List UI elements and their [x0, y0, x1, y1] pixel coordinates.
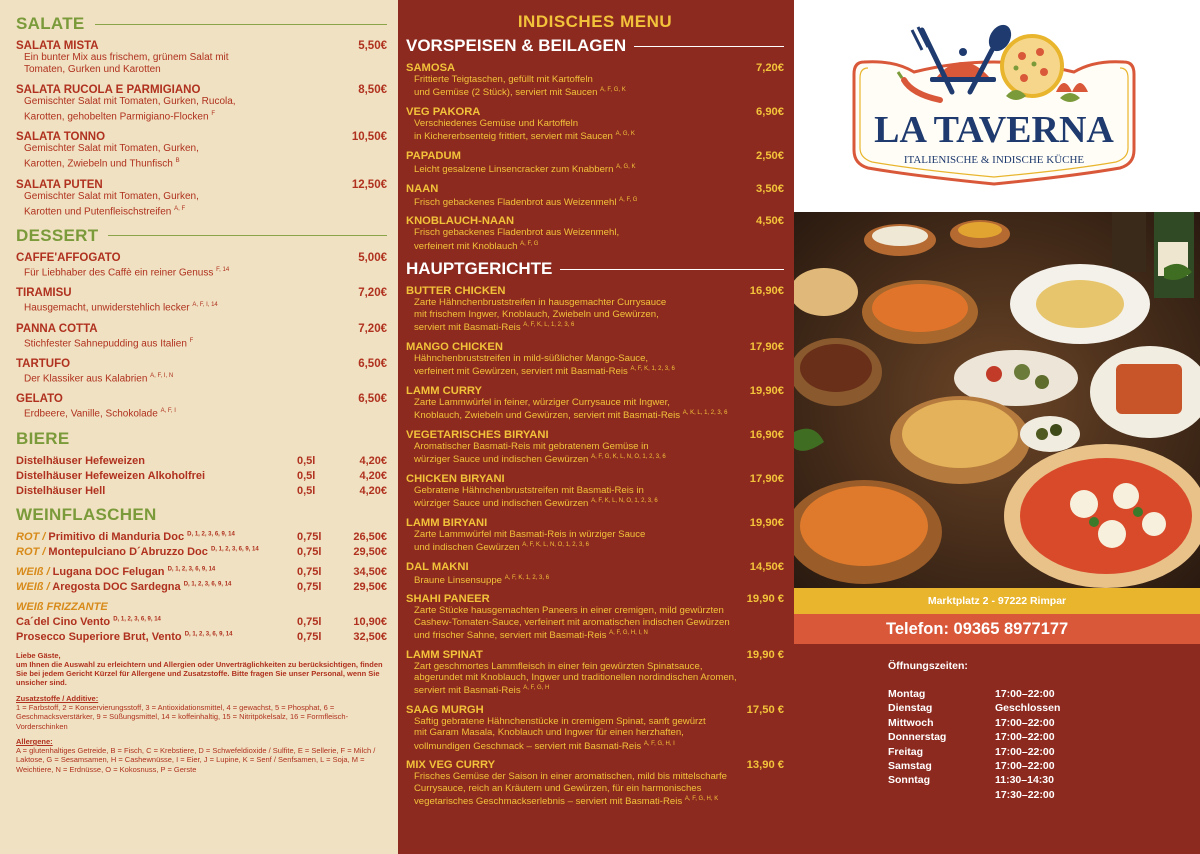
allergen-codes: D, 1, 2, 3, 6, 9, 14 [184, 630, 233, 637]
wine-volume: 0,75l [297, 530, 322, 543]
phone-bar: Telefon: 09365 8977177 [794, 614, 1200, 644]
wine-label: Primitivo di Manduria Doc [48, 530, 185, 543]
beer-row [16, 455, 387, 467]
menu-item-header [16, 323, 387, 335]
menu-item-price: 3,50€ [756, 182, 784, 195]
wine-type: WEIß / [16, 565, 50, 578]
wine-row [16, 531, 387, 543]
hours-row [888, 774, 1060, 788]
allergen-codes: A, F [174, 205, 186, 212]
hours-time: 17:00–22:00 [995, 688, 1055, 700]
salate-list [16, 40, 387, 218]
menu-item-header [406, 517, 784, 529]
wine-row [16, 581, 387, 593]
menu-item-price: 17,50 € [746, 704, 784, 716]
menu-item-name: GELATO [16, 393, 63, 406]
menu-item-description: Der Klassiker aus Kalabrien $^{A, F, I, N}$ [24, 372, 174, 385]
beer-price: 4,20€ [359, 484, 387, 497]
hours-time: 17:00–22:00 [995, 716, 1055, 729]
menu-item-name: SHAHI PANEER [406, 593, 490, 606]
menu-item-price: 19,90€ [749, 384, 784, 397]
beer-volume: 0,5l [297, 469, 316, 482]
allergen-codes: A, F, I, N [150, 372, 174, 379]
menu-item-description: serviert mit Basmati-Reis $^{A, F, K, L, 1, 2, 3, 6}$ [414, 322, 575, 334]
menu-item-description: mit Garam Masala, Knoblauch und Ingwer für einen herzhaften, [414, 727, 684, 739]
menu-item-description: Karotten, gehobelten Parmigiano-Flocken $^F$ [24, 111, 216, 123]
menu-item-price: 17,90€ [749, 340, 784, 353]
additives-text: 1 = Farbstoff, 2 = Konservierungsstoff, 3 = Antioxidationsmittel, 4 = gewachst, 5 = Phosphat, 6 = Geschmacksverstärker, 9 = Süßungsmittel, 14 = koffeinhaltig, 15 = Nitritpökelsalz, 16 = Formfleisch-Vorderschinken [16, 702, 349, 731]
wine-type: WEIß / [16, 580, 50, 593]
address-bar: Marktplatz 2 - 97222 Rimpar [794, 588, 1200, 614]
allergen-codes: F [189, 337, 194, 344]
wine-price: 29,50€ [353, 580, 387, 593]
allergen-codes: D, 1, 2, 3, 6, 9, 14 [183, 580, 232, 587]
beer-price: 4,20€ [359, 454, 387, 467]
menu-item-description: Cashew-Tomaten-Sauce, verfeinert mit aromatischen indischen Gewürzen [414, 616, 730, 628]
menu-item [406, 649, 784, 697]
menu-item-name: SALATA PUTEN [16, 178, 103, 191]
wine-label: Montepulciano D´Abruzzo Doc [48, 545, 208, 558]
menu-item-description: vegetarisches Geschmackserlebnis – serviert mit Basmati-Reis $^{A, F, G, H, K}$ [414, 796, 719, 808]
menu-item-header [406, 593, 784, 605]
hours-day: Montag [888, 688, 926, 700]
wine-price: 26,50€ [353, 530, 387, 543]
wine-name [16, 581, 297, 593]
wine-label: Lugana DOC Felugan [52, 565, 165, 578]
menu-item-description: Karotten, Zwiebeln und Thunfisch $^B$ [24, 158, 180, 170]
menu-item-description: Zarte Lammwürfel mit Basmati-Reis in würziger Sauce [414, 528, 646, 540]
menu-item-price: 7,20€ [358, 287, 387, 300]
hours-day: Donnerstag [888, 731, 947, 744]
allergen-codes: A, F, I, 14 [192, 302, 218, 309]
hours-time: 17:00–22:00 [995, 759, 1055, 772]
hours-time: 17:00–22:00 [995, 731, 1055, 744]
brand-name: LA TAVERNA [874, 109, 1114, 151]
beer-name: Distelhäuser Hefeweizen [16, 454, 145, 467]
additives-title: Zusatzstoffe / Additive: [16, 693, 99, 703]
menu-item-price: 13,90 € [746, 759, 784, 772]
menu-item-header [406, 285, 784, 297]
hours-row [888, 760, 1060, 774]
menu-item-price: 7,20€ [756, 62, 784, 74]
allergen-codes: A, F, G, K, L, N, O, 1, 2, 3, 6 [591, 454, 666, 460]
hours-row [888, 789, 1060, 803]
menu-item-price: 8,50€ [358, 84, 387, 96]
menu-item-description: Gemischter Salat mit Tomaten, Gurken, [24, 190, 199, 202]
wine-group [16, 601, 387, 643]
menu-item-description: Karotten und Putenfleischstreifen $^{A, F}$ [24, 205, 186, 217]
menu-item-price: 17,90€ [749, 472, 784, 485]
indian-menu-title: INDISCHES MENU [517, 12, 673, 31]
menu-item-description: Hausgemacht, unwiderstehlich lecker $^{A, F, I, 14}$ [24, 302, 218, 314]
hours-day: Dienstag [888, 702, 933, 715]
menu-item-name: LAMM SPINAT [406, 648, 483, 661]
menu-item-name: PANNA COTTA [16, 322, 98, 335]
wine-group [16, 531, 387, 558]
menu-item-description: serviert mit Basmati-Reis $^{A, F, G, H}$ [414, 685, 550, 697]
menu-item [406, 215, 784, 252]
beer-row [16, 470, 387, 482]
hauptgerichte-list [406, 285, 784, 808]
wine-price: 29,50€ [353, 545, 387, 558]
wine-row [16, 631, 387, 643]
menu-item-price: 5,50€ [358, 40, 387, 52]
allergen-codes: D, 1, 2, 3, 6, 9, 14 [187, 530, 235, 537]
menu-item-description: Frisch gebackenes Fladenbrot aus Weizenmehl, [414, 227, 620, 239]
wine-name [16, 546, 297, 558]
allergen-codes: D, 1, 2, 3, 6, 9, 14 [167, 565, 216, 572]
right-panel [794, 0, 1200, 854]
menu-item-description: Zarte Hähnchenbruststreifen in hausgemachter Currysauce [414, 297, 667, 309]
menu-item-header [16, 40, 387, 52]
menu-item [406, 704, 784, 752]
menu-item-description: Aromatischer Basmati-Reis mit gebratenem Gemüse in [414, 440, 649, 452]
menu-item-description: vollmundigen Geschmack – serviert mit Basmati-Reis $^{A, F, G, H, I}$ [414, 740, 675, 752]
menu-item [16, 131, 387, 170]
allergen-codes: A, F, G, H, I, N [609, 630, 648, 636]
menu-item-description: Frisch gebackenes Fladenbrot aus Weizenmehl $^{A, F, G}$ [414, 196, 638, 208]
allergen-codes: A, F, G, H [523, 685, 550, 692]
menu-item-price: 12,50€ [351, 178, 387, 191]
wine-price: 10,90€ [353, 615, 387, 628]
menu-item-header [16, 358, 387, 370]
wine-price: 32,50€ [353, 630, 387, 643]
menu-item [406, 285, 784, 333]
wine-label: Ca´del Cino Vento [16, 615, 111, 628]
menu-item-name: VEGETARISCHES BIRYANI [406, 428, 549, 441]
menu-item-price: 2,50€ [756, 150, 784, 162]
menu-item-description: Frisches Gemüse der Saison in einer aromatischen, mild bis mittelscharfe [414, 771, 727, 783]
wine-type: ROT / [16, 545, 46, 558]
menu-item [16, 252, 387, 279]
allergen-codes: A, F, G, H, K [684, 796, 719, 803]
menu-item-name: MANGO CHICKEN [406, 340, 503, 353]
brand-tagline: ITALIENISCHE & INDISCHE KÜCHE [903, 154, 1085, 166]
menu-item-header [16, 84, 387, 96]
allergen-codes: A, F, K, L, N, O, 1, 2, 3, 6 [591, 498, 658, 504]
menu-item-header [406, 473, 784, 485]
allergen-codes: A, F, K, 1, 2, 3, 6 [630, 366, 675, 372]
allergen-codes: A, F, K, L, N, O, 1, 2, 3, 6 [522, 542, 589, 548]
hours-row [888, 702, 1060, 716]
logo-area [794, 0, 1200, 212]
menu-item-description: verfeinert mit Gewürzen, serviert mit Basmati-Reis $^{A, F, K, 1, 2, 3, 6}$ [414, 366, 675, 378]
allergen-codes: F [211, 111, 216, 117]
menu-item-description: Hähnchenbruststreifen in mild-süßlicher Mango-Sauce, [414, 352, 649, 364]
menu-item-header [406, 183, 784, 195]
menu-item-description: würziger Sauce und indischen Gewürzen $^{A, F, G, K, L, N, O, 1, 2, 3, 6}$ [414, 454, 666, 466]
food-photo [794, 212, 1200, 588]
menu-item-header [406, 649, 784, 661]
menu-item [406, 385, 784, 422]
hours-row [888, 731, 1060, 745]
menu-item-name: CHICKEN BIRYANI [406, 472, 505, 485]
beer-price: 4,20€ [359, 469, 387, 482]
hours-time: 17:00–22:00 [995, 745, 1055, 758]
menu-item-description: Ein bunter Mix aus frischem, grünem Salat mit [24, 52, 229, 63]
menu-item [16, 358, 387, 385]
wine-label: Prosecco Superiore Brut, Vento [16, 630, 182, 643]
menu-item-name: KNOBLAUCH-NAAN [406, 215, 515, 228]
opening-hours [888, 660, 1060, 803]
menu-item-header [406, 429, 784, 441]
menu-item-description: Stichfester Sahnepudding aus Italien $^F$ [24, 337, 194, 349]
menu-item-description: und frischer Sahne, serviert mit Basmati-Reis $^{A, F, G, H, I, N}$ [414, 630, 648, 642]
menu-item-description: und indischen Gewürzen $^{A, F, K, L, N, O, 1, 2, 3, 6}$ [414, 542, 589, 554]
menu-item-description: Knoblauch, Zwiebeln und Gewürzen, serviert mit Basmati-Reis $^{A, K, L, 1, 2, 3, 6}$ [414, 410, 728, 422]
menu-item-header [406, 106, 784, 118]
beer-volume: 0,5l [297, 484, 316, 497]
menu-item [16, 323, 387, 350]
section-dessert: DESSERT [16, 226, 387, 246]
menu-item-price: 4,50€ [756, 215, 784, 228]
menu-item-header [406, 215, 784, 227]
biere-list [16, 455, 387, 497]
allergens-text: A = glutenhaltiges Getreide, B = Fisch, C = Krebstiere, D = Schwefeldioxide / Sulfite, E = Sellerie, F = Milch / Laktose, G = Sesamsamen, H = Cashewnüsse, I = Eier, J = Lupine, K = Senf / Senfsamen, L = Soja, M = Weichtiere, N = Erdnüsse, O = Kokosnuss, P = Gerste [16, 746, 376, 774]
wine-name [16, 531, 297, 543]
menu-item [406, 759, 784, 807]
wine-volume: 0,75l [297, 580, 322, 593]
allergen-codes: F, 14 [216, 266, 230, 273]
allergen-codes: A, F, K, 1, 2, 3, 6 [504, 574, 550, 581]
menu-item-description: Braune Linsensuppe $^{A, F, K, 1, 2, 3, 6}$ [414, 574, 550, 586]
menu-item-price: 19,90 € [746, 648, 784, 661]
menu-item-price: 16,90€ [749, 285, 784, 298]
vorspeisen-list [406, 62, 784, 252]
menu-item [406, 517, 784, 554]
menu-item [406, 106, 784, 143]
allergen-codes: D, 1, 2, 3, 6, 9, 14 [210, 545, 259, 552]
menu-item-description: Verschiedenes Gemüse und Kartoffeln [414, 118, 579, 129]
menu-item [406, 561, 784, 587]
menu-item-price: 6,90€ [756, 106, 784, 118]
menu-item-name: TARTUFO [16, 357, 71, 370]
menu-item-price: 16,90€ [749, 428, 784, 441]
menu-item-price: 7,20€ [358, 322, 387, 335]
wine-row [16, 546, 387, 558]
section-vorspeisen: VORSPEISEN & BEILAGEN [406, 36, 784, 56]
menu-item-name: SAAG MURGH [406, 704, 484, 716]
menu-item-description: Leicht gesalzene Linsencracker zum Knabbern $^{A, G, K}$ [414, 164, 636, 176]
menu-item-name: LAMM BIRYANI [406, 516, 488, 529]
menu-item-header [406, 561, 784, 573]
hours-row [888, 717, 1060, 731]
wine-volume: 0,75l [297, 545, 322, 558]
menu-item-description: Tomaten, Gurken und Karotten [24, 64, 161, 75]
wine-name [16, 631, 297, 643]
menu-item [406, 183, 784, 209]
menu-item [406, 429, 784, 466]
menu-item [16, 393, 387, 420]
allergen-codes: A, F, K, L, 1, 2, 3, 6 [523, 322, 575, 328]
menu-item-name: DAL MAKNI [406, 560, 469, 573]
menu-item-name: SALATA RUCOLA E PARMIGIANO [16, 84, 201, 96]
menu-item-price: 6,50€ [358, 393, 387, 406]
menu-item [16, 287, 387, 314]
beer-name: Distelhäuser Hefeweizen Alkoholfrei [16, 469, 206, 482]
beer-row [16, 485, 387, 497]
allergen-codes: A, F, G [520, 240, 539, 247]
menu-item-header [406, 759, 784, 771]
indian-menu-panel [398, 0, 794, 854]
hours-row [888, 688, 1060, 702]
hours-time: Geschlossen [995, 702, 1061, 715]
menu-item-header [406, 341, 784, 353]
menu-item-header [406, 62, 784, 74]
hours-day [888, 789, 995, 803]
menu-item-header [406, 385, 784, 397]
menu-item-price: 19,90 € [746, 593, 784, 606]
menu-item-name: BUTTER CHICKEN [406, 285, 506, 298]
allergens-title: Allergene: [16, 737, 53, 747]
wine-volume: 0,75l [297, 630, 322, 643]
menu-item-name: PAPADUM [406, 150, 461, 162]
beer-volume: 0,5l [297, 454, 316, 467]
wein-list [16, 531, 387, 643]
hours-time: 11:30–14:30 [995, 774, 1054, 787]
menu-item-description: verfeinert mit Knoblauch $^{A, F, G}$ [414, 240, 539, 252]
menu-item-name: LAMM CURRY [406, 384, 483, 397]
allergen-codes: B [175, 158, 180, 165]
menu-item-description: würziger Sauce und indischen Gewürzen $^{A, F, K, L, N, O, 1, 2, 3, 6}$ [414, 498, 658, 510]
menu-item-description: mit frischem Ingwer, Knoblauch, Zwiebeln und Gewürzen, [414, 308, 659, 320]
menu-item [406, 62, 784, 99]
hours-day: Freitag [888, 745, 924, 758]
menu-item-header [406, 704, 784, 716]
opening-hours-rows [888, 688, 1060, 803]
allergen-codes: A, F, G, H, I [643, 740, 675, 747]
menu-item-description: Gemischter Salat mit Tomaten, Gurken, [24, 143, 199, 155]
allergen-codes: A, F, I [160, 408, 176, 415]
menu-item-name: TIRAMISU [16, 287, 72, 300]
menu-item-description: in Kichererbsenteig frittiert, serviert mit Saucen $^{A, G, K}$ [414, 131, 635, 143]
wine-price: 34,50€ [353, 565, 387, 578]
menu-item-description: Gemischter Salat mit Tomaten, Gurken, Rucola, [24, 96, 236, 107]
menu-item [16, 84, 387, 123]
food-photo-illustration [794, 212, 1200, 588]
allergen-codes: D, 1, 2, 3, 6, 9, 14 [113, 615, 161, 622]
wine-type: ROT / [16, 530, 46, 543]
menu-item-description: Zarte Lammwürfel in feiner, würziger Currysauce mit Ingwer, [414, 396, 670, 408]
menu-item-description: Gebratene Hähnchenbruststreifen mit Basmati-Reis in [414, 484, 644, 496]
menu-item-description: Frittierte Teigtaschen, gefüllt mit Kartoffeln [414, 74, 593, 85]
menu-item-description: Zarte Stücke hausgemachten Paneers in einer cremigen, mild gewürzten [414, 605, 724, 617]
allergen-codes: A, F, G, K [600, 87, 626, 94]
menu-item-name: SAMOSA [406, 62, 456, 74]
allergy-notes [16, 651, 387, 775]
allergen-codes: A, K, L, 1, 2, 3, 6 [682, 410, 728, 416]
section-hauptgerichte: HAUPTGERICHTE [406, 259, 784, 279]
menu-item-header [16, 252, 387, 264]
guest-note-title: Liebe Gäste, [16, 650, 61, 660]
hours-day: Mittwoch [888, 716, 934, 729]
wine-volume: 0,75l [297, 615, 322, 628]
menu-item-description: Für Liebhaber des Caffè ein reiner Genuss $^{F, 14}$ [24, 266, 230, 279]
menu-item-header [16, 287, 387, 299]
opening-hours-title: Öffnungszeiten: [888, 660, 968, 672]
menu-item-description: abgerundet mit Knoblauch, Ingwer und traditionellen nordindischen Aromen, [414, 672, 737, 683]
left-panel [0, 0, 398, 854]
menu-item [406, 341, 784, 378]
menu-item-header [16, 131, 387, 143]
menu-item-header [16, 179, 387, 191]
menu-item-price: 6,50€ [358, 357, 387, 370]
menu-item-name: MIX VEG CURRY [406, 759, 496, 772]
menu-item [406, 473, 784, 510]
wine-row [16, 616, 387, 628]
guest-note-text: um Ihnen die Auswahl zu erleichtern und Allergien oder Unverträglichkeiten zu berücksichtigen, finden Sie bei jedem Gericht Kürzel für Allergene und Zusatzstoffe. Bitte fragen Sie unser Personal, wenn Sie unsicher sind. [16, 659, 383, 688]
menu-item-price: 10,50€ [351, 131, 387, 144]
menu-item-name: CAFFE'AFFOGATO [16, 251, 121, 264]
menu-item-description: Zart geschmortes Lammfleisch in einer fein gewürzten Spinatsauce, [414, 660, 703, 672]
wine-name [16, 566, 297, 578]
section-biere: BIERE [16, 428, 70, 448]
wine-group-subtitle: WEIß FRIZZANTE [16, 600, 108, 613]
menu-item [406, 150, 784, 176]
menu-item-name: SALATA TONNO [16, 131, 106, 144]
wine-row [16, 566, 387, 578]
wine-name [16, 616, 297, 628]
beer-name: Distelhäuser Hell [16, 484, 106, 497]
wine-group [16, 566, 387, 593]
menu-item [16, 40, 387, 76]
hours-row [888, 746, 1060, 760]
menu-item-description: Currysauce, reich an Kräutern und Gewürzen, für ein harmonisches [414, 782, 702, 794]
menu-item-description: Erdbeere, Vanille, Schokolade $^{A, F, I}$ [24, 408, 176, 420]
menu-item-name: SALATA MISTA [16, 40, 99, 52]
menu-item-price: 5,00€ [358, 251, 387, 264]
menu-item-name: VEG PAKORA [406, 106, 481, 118]
hours-day: Samstag [888, 759, 932, 772]
allergen-codes: A, F, G [619, 196, 638, 203]
allergen-codes: A, G, K [615, 131, 635, 138]
wine-label: Aregosta DOC Sardegna [52, 580, 181, 593]
menu-item-header [406, 150, 784, 162]
section-salate: SALATE [16, 14, 387, 34]
menu-item-description: Saftig gebratene Hähnchenstücke in cremigem Spinat, sanft gewürzt [414, 716, 706, 727]
menu-item [406, 593, 784, 641]
la-taverna-logo [794, 0, 1200, 212]
menu-item-description: und Gemüse (2 Stück), serviert mit Saucen $^{A, F, G, K}$ [414, 87, 626, 99]
hours-time: 17:30–22:00 [995, 788, 1055, 801]
allergen-codes: A, G, K [616, 164, 636, 170]
menu-item-header [16, 393, 387, 405]
menu-item [16, 179, 387, 218]
dessert-list [16, 252, 387, 421]
menu-item-name: NAAN [406, 182, 439, 195]
menu-item-price: 19,90€ [749, 516, 784, 529]
wine-volume: 0,75l [297, 565, 322, 578]
menu-item-price: 14,50€ [749, 560, 784, 573]
hours-day: Sonntag [888, 774, 930, 787]
section-wein: WEINFLASCHEN [16, 504, 157, 524]
